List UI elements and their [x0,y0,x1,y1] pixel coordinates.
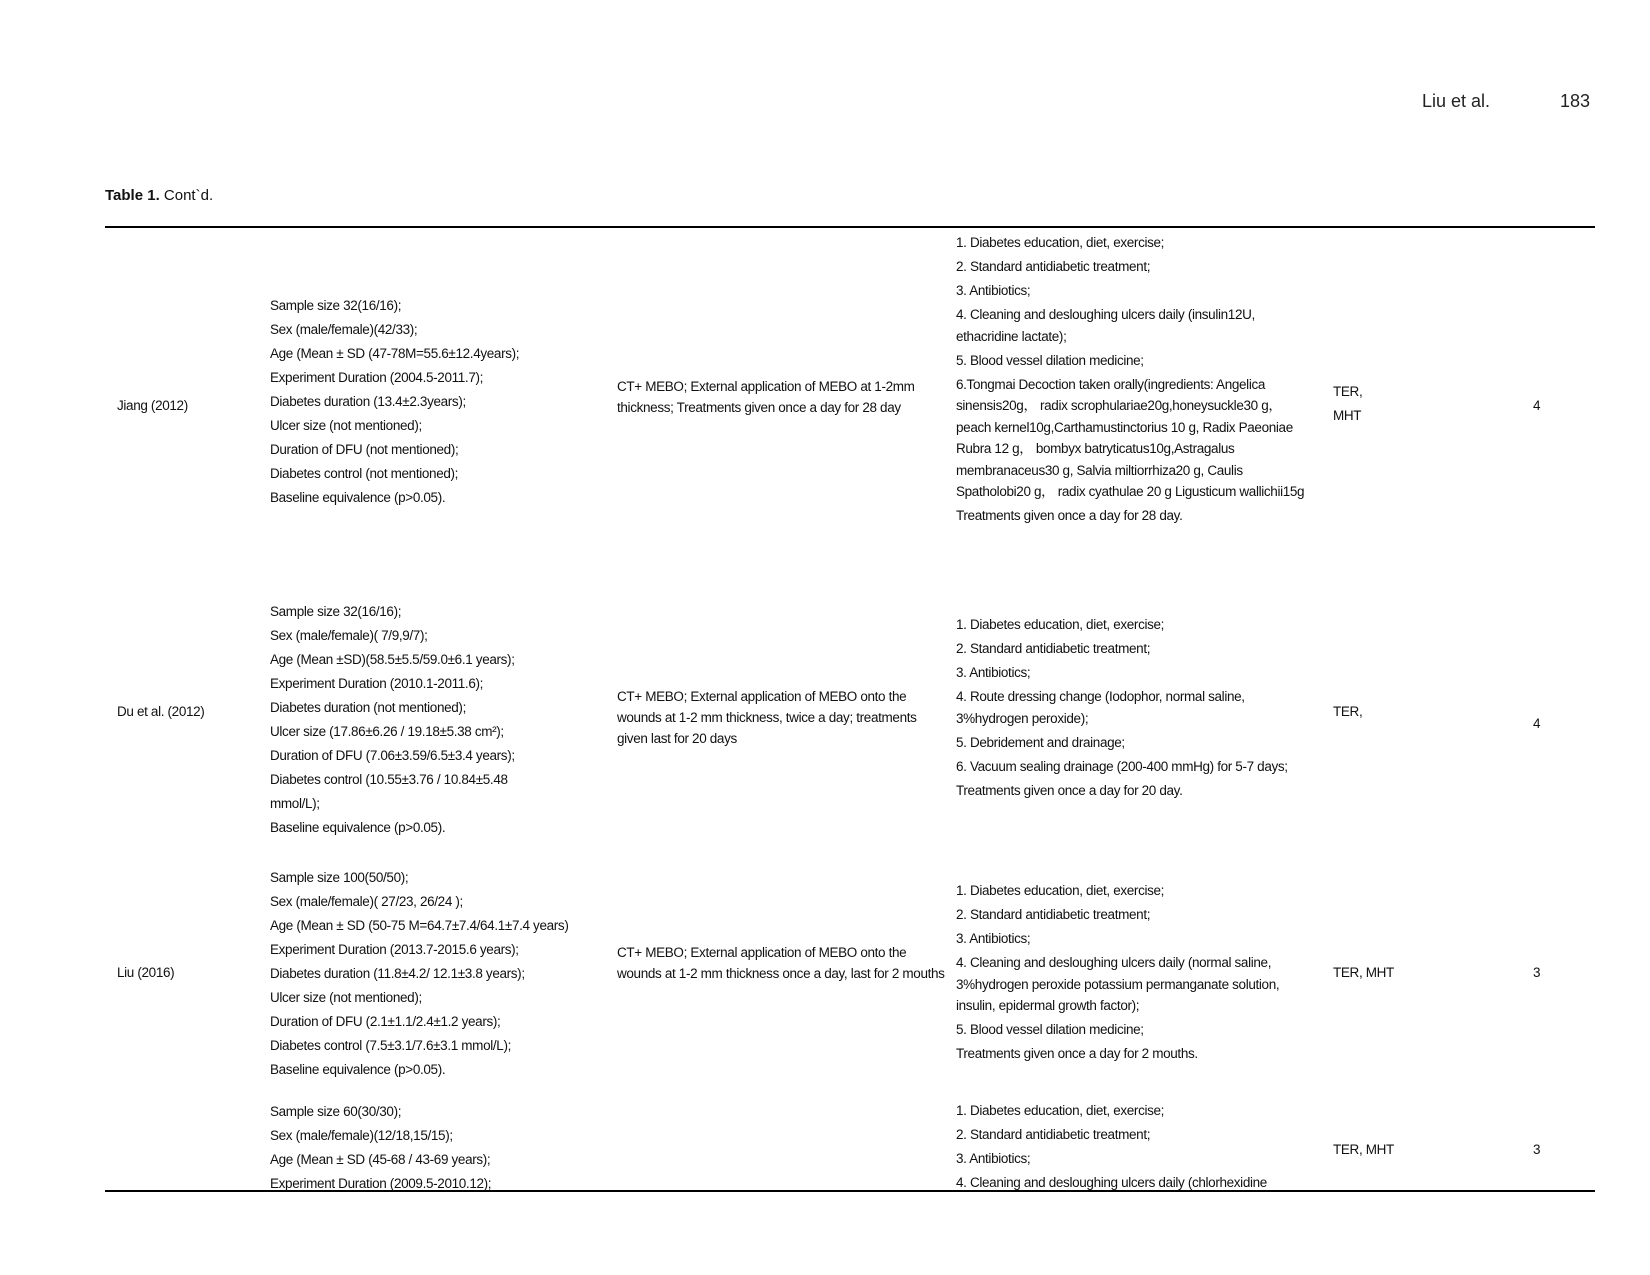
cell-line: Experiment Duration (2009.5-2010.12); [270,1176,492,1191]
cell-line: 2. Standard antidiabetic treatment; [956,1127,1151,1142]
cell-line: Diabetes control (not mentioned); [270,466,459,481]
cell-line: Treatments given once a day for 2 mouths. [956,1046,1198,1061]
cell-line: 1. Diabetes education, diet, exercise; [956,1103,1165,1118]
cell-line: MHT [1333,408,1362,423]
cell-line: Ulcer size (not mentioned); [270,990,422,1005]
patients-cell [270,600,610,840]
cell-line: 5. Blood vessel dilation medicine; [956,1022,1144,1037]
page-number: 183 [1560,91,1591,111]
cell-line: TER, [1333,384,1363,399]
score-cell: 3 [1533,1142,1541,1157]
cell-line: Experiment Duration (2004.5-2011.7); [270,370,484,385]
cell-line: 6. Vacuum sealing drainage (200-400 mmHg) for 5-7 days; [956,758,1288,774]
cell-line: mmol/L); [270,796,320,811]
cell-line: 4. Cleaning and desloughing ulcers daily (normal saline, 3%hydrogen peroxide potassium permanganate solution, insulin, epidermal growth factor); [956,955,1280,1013]
cell-line: Duration of DFU (2.1±1.1/2.4±1.2 years); [270,1014,501,1029]
table-caption-label: Table 1. [105,187,160,204]
cell-line: 1. Diabetes education, diet, exercise; [956,235,1165,250]
cell-line: Experiment Duration (2010.1-2011.6); [270,676,484,691]
cell-line: 2. Standard antidiabetic treatment; [956,259,1151,274]
cell-line: 3. Antibiotics; [956,1151,1031,1166]
table-caption-text: Cont`d. [159,187,214,204]
cell-line: 2. Standard antidiabetic treatment; [956,641,1151,656]
cell-line: TER, [1333,704,1363,719]
cell-line: Ulcer size (not mentioned); [270,418,422,433]
outcome-cell [1333,961,1453,985]
cell-line: Diabetes duration (13.4±2.3years); [270,394,466,409]
cell-line: Baseline equivalence (p>0.05). [270,1062,446,1077]
cell-line: Sex (male/female)( 7/9,9/7); [270,628,428,643]
cell-line: 3. Antibiotics; [956,931,1031,946]
cell-line: 2. Standard antidiabetic treatment; [956,907,1151,922]
cell-line: 3. Antibiotics; [956,283,1031,298]
cell-line: 4. Route dressing change (Iodophor, normal saline, 3%hydrogen peroxide); [956,689,1245,726]
score-cell: 3 [1533,965,1541,980]
outcome-cell [1333,1138,1453,1162]
cell-line: 3. Antibiotics; [956,665,1031,680]
cell-line: Sex (male/female)( 27/23, 26/24 ); [270,894,463,909]
intervention-cell: CT+ MEBO; External application of MEBO onto the wounds at 1-2 mm thickness, twice a day; treatments given last for 20 days [617,689,917,746]
cell-line: 1. Diabetes education, diet, exercise; [956,617,1165,632]
cell-line: 6.Tongmai Decoction taken orally(ingredients: Angelica sinensis20g， radix scrophulariae20g,honeysuckle30 g， peach kernel10g,Carthamustinctorius 10 g, Radix Paeoniae Rubra 12 g， bombyx batryticatus10g,Astragalus membranaceus30 g, Salvia miltiorrhiza20 g, Caulis Spatholobi20 g， radix cyathulae 20 g Ligusticum wallichii15g [956,376,1305,499]
cell-line: Treatments given once a day for 28 day. [956,508,1183,523]
study-cell: Jiang (2012) [117,398,188,413]
patients-cell [270,866,610,1082]
cell-line: 5. Debridement and drainage; [956,734,1125,750]
cell-line: Age (Mean ± SD (50-75 M=64.7±7.4/64.1±7.4 years) [270,918,569,933]
running-author: Liu et al. [1422,91,1491,111]
cell-line: 5. Blood vessel dilation medicine; [956,352,1144,368]
score-cell: 4 [1533,716,1541,731]
study-cell: Liu (2016) [117,965,175,980]
cell-line: Age (Mean ± SD (45-68 / 43-69 years); [270,1152,491,1167]
cell-line: 4. Cleaning and desloughing ulcers daily (insulin12U, ethacridine lactate); [956,307,1255,344]
cell-line: Diabetes control (7.5±3.1/7.6±3.1 mmol/L); [270,1038,511,1053]
cell-line: Sex (male/female)(42/33); [270,322,418,337]
control-cell [956,1100,1312,1196]
cell-line: TER, MHT [1333,1142,1394,1157]
cell-line: Duration of DFU (not mentioned); [270,442,459,457]
control-cell [956,880,1312,1067]
cell-line: Sample size 32(16/16); [270,298,402,313]
cell-line: Sex (male/female)(12/18,15/15); [270,1128,453,1143]
cell-line: Sample size 100(50/50); [270,870,409,885]
patients-cell [270,1100,610,1196]
cell-line: Experiment Duration (2013.7-2015.6 years); [270,942,519,957]
cell-line: Treatments given once a day for 20 day. [956,782,1183,798]
outcome-cell [1333,700,1453,724]
patients-cell [270,294,610,510]
control-cell [956,614,1312,804]
cell-line: Diabetes duration (not mentioned); [270,700,466,715]
score-cell: 4 [1533,398,1541,413]
outcome-cell [1333,380,1453,428]
cell-line: Diabetes control (10.55±3.76 / 10.84±5.48 [270,772,508,787]
cell-line: 1. Diabetes education, diet, exercise; [956,883,1165,898]
intervention-cell: CT+ MEBO; External application of MEBO onto the wounds at 1-2 mm thickness once a day, last for 2 mouths [617,945,945,981]
cell-line: Sample size 32(16/16); [270,604,402,619]
cell-line: Sample size 60(30/30); [270,1104,402,1119]
cell-line: TER, MHT [1333,965,1394,980]
page-header [0,91,1650,115]
cell-line: Duration of DFU (7.06±3.59/6.5±3.4 years); [270,748,515,763]
table-top-rule [105,226,1595,228]
table-caption [105,187,213,204]
cell-line: Baseline equivalence (p>0.05). [270,820,446,835]
cell-line: Baseline equivalence (p>0.05). [270,490,446,505]
intervention-cell: CT+ MEBO; External application of MEBO at 1-2mm thickness; Treatments given once a day for 28 day [617,379,915,415]
cell-line: Ulcer size (17.86±6.26 / 19.18±5.38 cm²); [270,724,504,739]
cell-line: 4. Cleaning and desloughing ulcers daily (chlorhexidine [956,1175,1267,1190]
study-cell: Du et al. (2012) [117,704,205,719]
cell-line: Age (Mean ±SD)(58.5±5.5/59.0±6.1 years); [270,652,515,667]
control-cell [956,232,1312,529]
cell-line: Age (Mean ± SD (47-78M=55.6±12.4years); [270,346,520,361]
cell-line: Diabetes duration (11.8±4.2/ 12.1±3.8 years); [270,966,525,981]
